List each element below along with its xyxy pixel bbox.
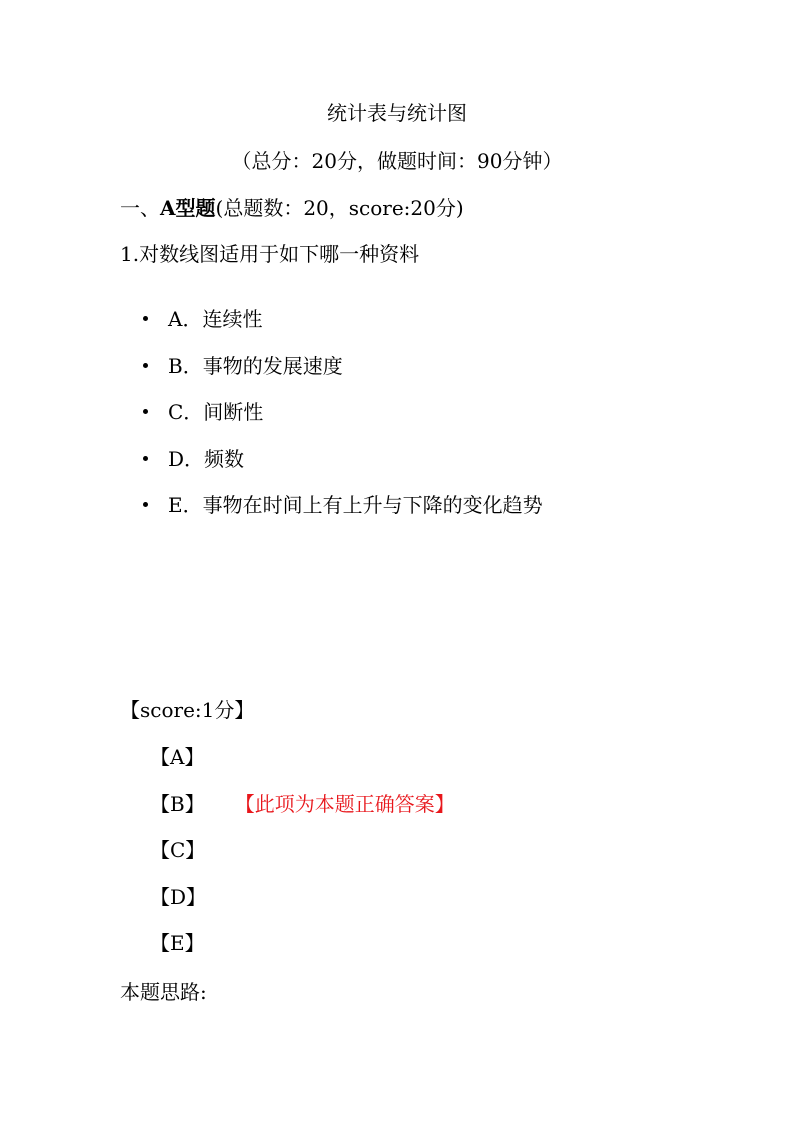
- answer-b: [150, 791, 455, 838]
- question-text: 1.对数线图适用于如下哪一种资料: [120, 242, 420, 266]
- answer-a: [150, 744, 455, 791]
- bullet-icon: [143, 409, 148, 414]
- bullet-icon: [143, 363, 148, 368]
- answer-d: [150, 884, 455, 931]
- answer-label: 【A】: [150, 745, 205, 769]
- section-name: A型题: [160, 196, 216, 220]
- thinking-label: 本题思路:: [120, 980, 207, 1004]
- bullet-icon: [143, 456, 148, 461]
- answer-c: [150, 837, 455, 884]
- answer-e: [150, 930, 455, 977]
- document-title: 统计表与统计图: [327, 101, 467, 125]
- correct-answer-note: 【此项为本题正确答案】: [244, 791, 455, 816]
- answer-label: 【D】: [150, 884, 207, 909]
- option-e[interactable]: [140, 492, 543, 539]
- option-d[interactable]: [140, 446, 543, 493]
- option-a[interactable]: [140, 306, 543, 353]
- option-label: A．连续性: [168, 307, 263, 331]
- bullet-icon: [143, 316, 148, 321]
- section-number: 一、: [120, 196, 160, 220]
- option-c[interactable]: [140, 399, 543, 446]
- option-label: E．事物在时间上有上升与下降的变化趋势: [168, 493, 543, 517]
- option-label: D．频数: [168, 446, 245, 471]
- section-heading: [120, 195, 464, 221]
- answer-label: 【B】: [150, 791, 205, 816]
- section-info: (总题数：20，score:20分): [215, 196, 464, 220]
- option-b[interactable]: [140, 353, 543, 400]
- document-subtitle: （总分：20分，做题时间：90分钟）: [231, 149, 563, 173]
- answer-label: 【E】: [150, 931, 205, 955]
- bullet-icon: [143, 502, 148, 507]
- options-list: [140, 306, 543, 539]
- score-label: 【score:1分】: [120, 698, 255, 722]
- option-label: C．间断性: [168, 400, 264, 424]
- answer-label: 【C】: [150, 838, 206, 862]
- answer-list: [150, 744, 455, 977]
- option-label: B．事物的发展速度: [168, 353, 343, 378]
